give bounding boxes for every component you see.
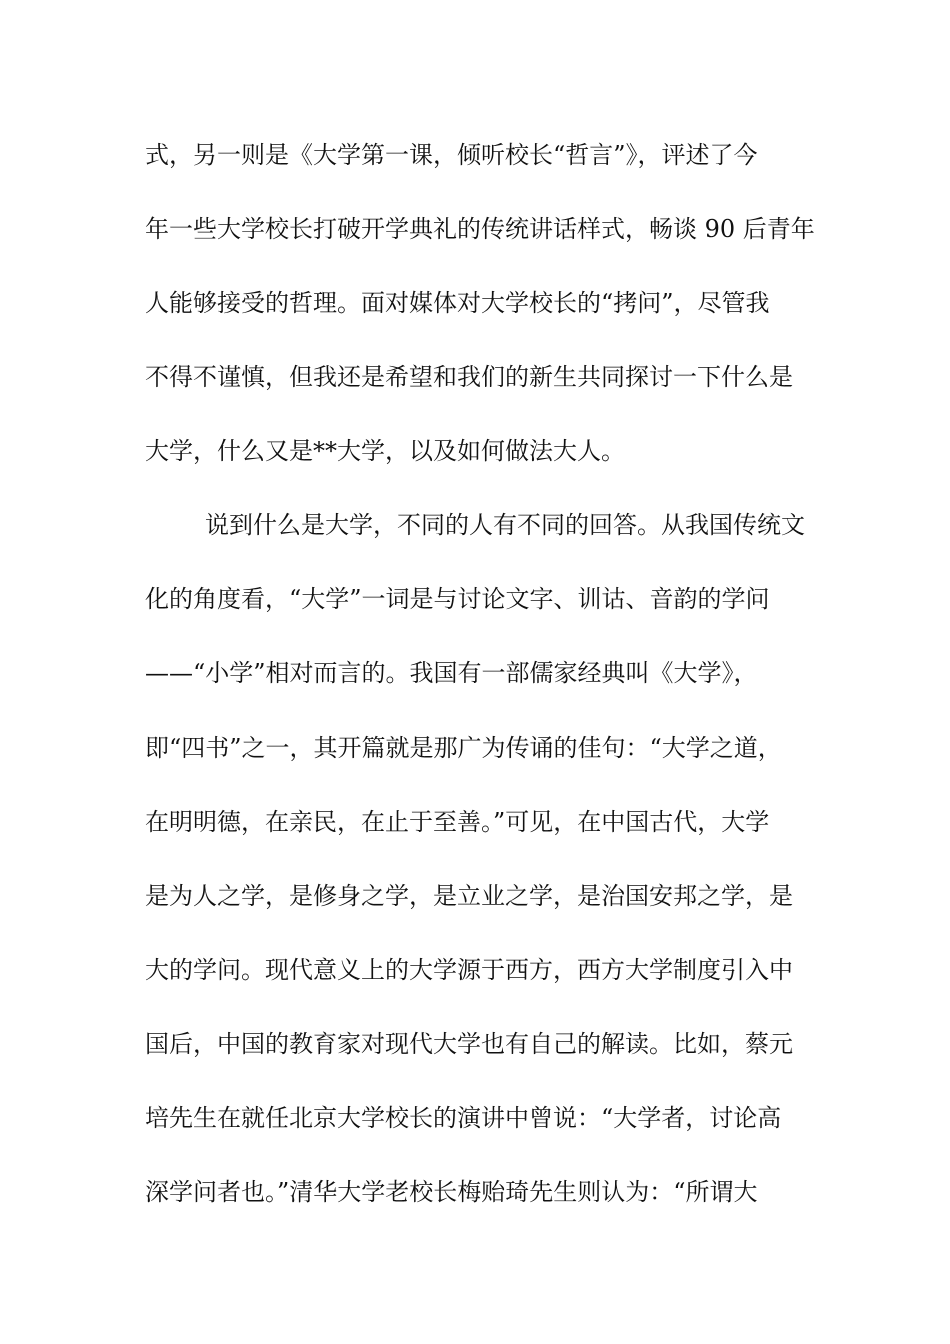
text-line: 化的角度看，“大学”一词是与讨论文字、训诂、音韵的学问	[145, 585, 770, 613]
text-line: 式，另一则是《大学第一课，倾听校长“哲言”》，评述了今	[145, 141, 758, 169]
text-line: 人能够接受的哲理。面对媒体对大学校长的“拷问”，尽管我	[145, 289, 770, 317]
text-line: ——“小学”相对而言的。我国有一部儒家经典叫《大学》，	[145, 659, 758, 687]
text-line: 培先生在就任北京大学校长的演讲中曾说：“大学者，讨论高	[145, 1104, 782, 1132]
text-line: 深学问者也。”清华大学老校长梅贻琦先生则认为：“所谓大	[145, 1178, 758, 1206]
text-line: 国后，中国的教育家对现代大学也有自己的解读。比如，蔡元	[145, 1030, 793, 1058]
text-line: 即“四书”之一，其开篇就是那广为传诵的佳句：“大学之道，	[145, 734, 782, 762]
text-line: 大的学问。现代意义上的大学源于西方，西方大学制度引入中	[145, 956, 793, 984]
text-line: 在明明德，在亲民，在止于至善。”可见，在中国古代，大学	[145, 808, 770, 836]
paragraph-start-line: 说到什么是大学，不同的人有不同的回答。从我国传统文	[205, 511, 805, 539]
text-line: 是为人之学，是修身之学，是立业之学，是治国安邦之学，是	[145, 882, 793, 910]
text-line: 不得不谨慎，但我还是希望和我们的新生共同探讨一下什么是	[145, 363, 793, 391]
text-line: 大学，什么又是**大学，以及如何做法大人。	[145, 437, 625, 465]
text-line: 年一些大学校长打破开学典礼的传统讲话样式，畅谈 90 后青年	[145, 215, 815, 243]
